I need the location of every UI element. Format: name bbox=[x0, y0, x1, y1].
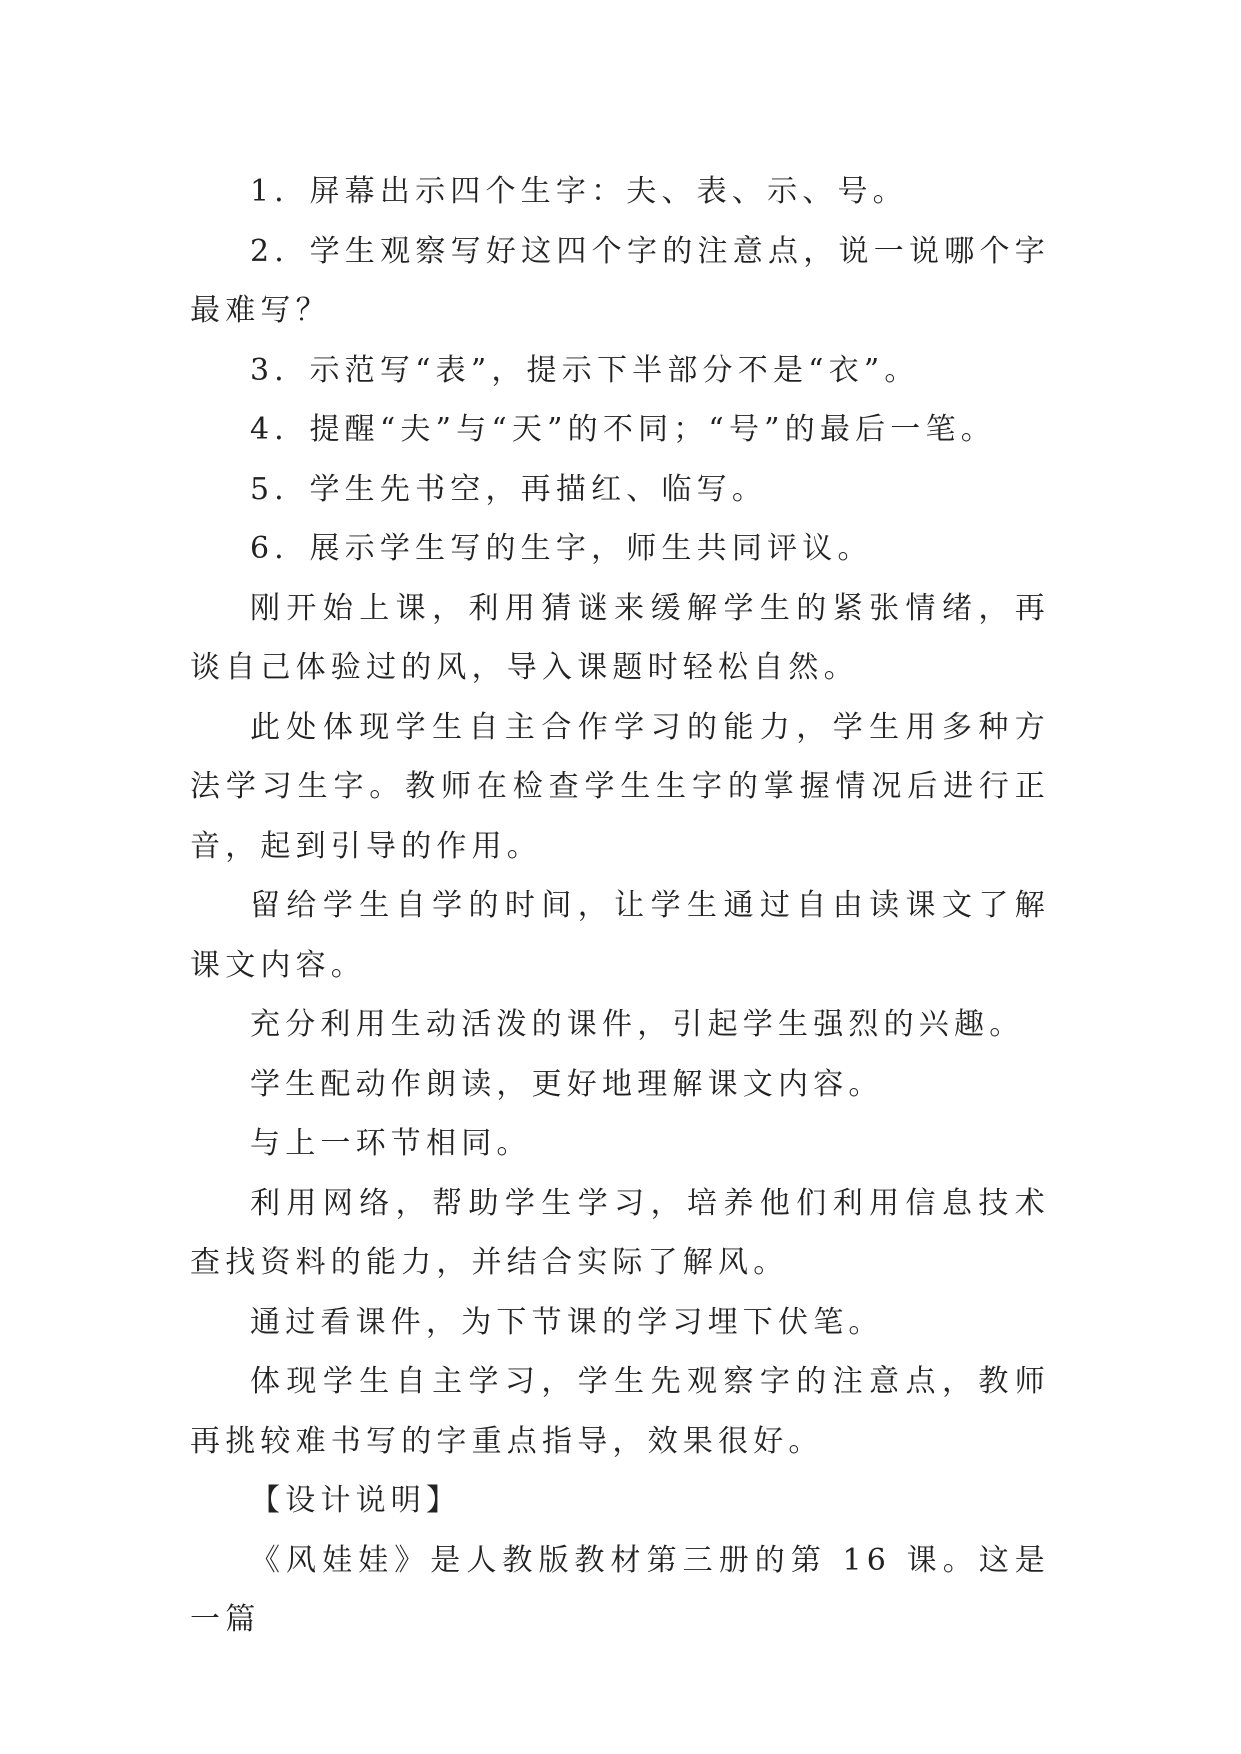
closing-paragraph: 《风娃娃》是人教版教材第三册的第 16 课。这是一篇 bbox=[190, 1542, 1050, 1637]
commentary-paragraph: 刚开始上课，利用猜谜来缓解学生的紧张情绪，再谈自己体验过的风，导入课题时轻松自然。 bbox=[190, 590, 1050, 685]
step-item-3: 3．示范写“表”，提示下半部分不是“衣”。 bbox=[250, 352, 920, 388]
step-item-2: 2．学生观察写好这四个字的注意点，说一说哪个字最难写？ bbox=[190, 233, 1050, 328]
commentary-paragraph: 学生配动作朗读，更好地理解课文内容。 bbox=[250, 1066, 884, 1102]
commentary-paragraph: 充分利用生动活泼的课件，引起学生强烈的兴趣。 bbox=[250, 1007, 1025, 1042]
commentary-paragraph: 此处体现学生自主合作学习的能力，学生用多种方法学习生字。教师在检查学生生字的掌握情况后进行正音，起到引导的作用。 bbox=[190, 709, 1050, 864]
step-item-6: 6．展示学生写的生字，师生共同评议。 bbox=[250, 531, 873, 566]
document-body bbox=[190, 162, 1050, 1650]
step-item-5: 5．学生先书空，再描红、临写。 bbox=[250, 471, 768, 507]
commentary-paragraph: 留给学生自学的时间，让学生通过自由读课文了解课文内容。 bbox=[190, 888, 1050, 983]
step-item-1: 1．屏幕出示四个生字：夫、表、示、号。 bbox=[250, 174, 908, 209]
commentary-paragraph: 利用网络，帮助学生学习，培养他们利用信息技术查找资料的能力，并结合实际了解风。 bbox=[190, 1185, 1050, 1280]
commentary-paragraph: 体现学生自主学习，学生先观察字的注意点，教师再挑较难书写的字重点指导，效果很好。 bbox=[190, 1364, 1050, 1459]
commentary-paragraph: 通过看课件，为下节课的学习埋下伏笔。 bbox=[250, 1304, 884, 1340]
commentary-paragraph: 与上一环节相同。 bbox=[250, 1126, 532, 1161]
step-item-4: 4．提醒“夫”与“天”的不同；“号”的最后一笔。 bbox=[250, 412, 996, 447]
section-heading: 【设计说明】 bbox=[250, 1483, 462, 1518]
